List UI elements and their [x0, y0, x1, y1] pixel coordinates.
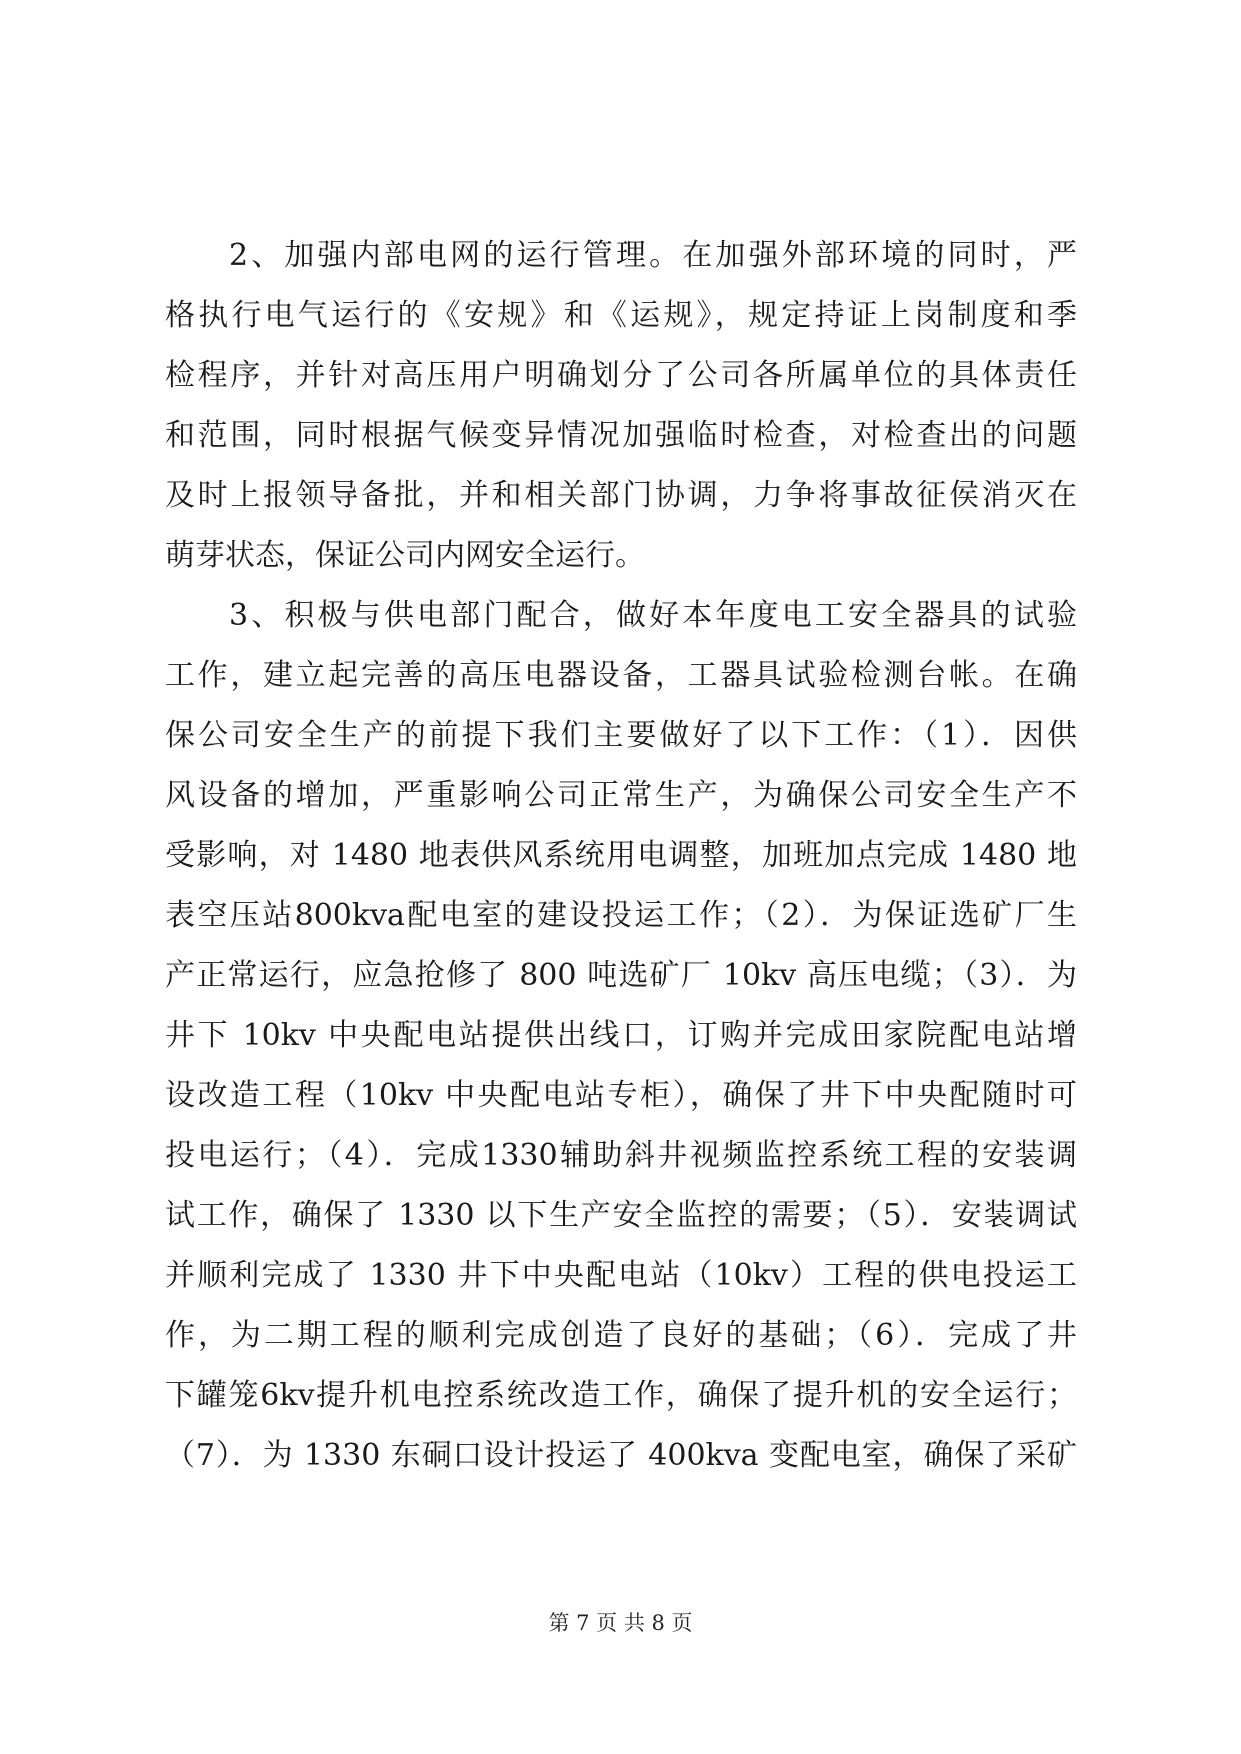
text-line: 井下 10kv 中央配电站提供出线口，订购并完成田家院配电站增	[165, 1018, 1077, 1053]
text-line: 表空压站800kva配电室的建设投运工作；（2）．为保证选矿厂生	[165, 898, 1077, 933]
text-line: 保公司安全生产的前提下我们主要做好了以下工作：（1）．因供	[165, 718, 1077, 753]
text-line: 投电运行；（4）．完成1330辅助斜井视频监控系统工程的安装调	[165, 1138, 1077, 1173]
text-line: 工作，建立起完善的高压电器设备，工器具试验检测台帐。在确	[165, 658, 1077, 693]
text-line: 风设备的增加，严重影响公司正常生产，为确保公司安全生产不	[165, 778, 1077, 813]
text-line: 萌芽状态，保证公司内网安全运行。	[165, 538, 645, 573]
text-line: 并顺利完成了 1330 井下中央配电站（10kv）工程的供电投运工	[165, 1258, 1077, 1293]
text-line: 3、积极与供电部门配合，做好本年度电工安全器具的试验	[229, 598, 1077, 633]
text-line: 下罐笼6kv提升机电控系统改造工作，确保了提升机的安全运行；	[165, 1378, 1077, 1413]
text-line: 2、加强内部电网的运行管理。在加强外部环境的同时，严	[229, 238, 1077, 273]
text-line: 作，为二期工程的顺利完成创造了良好的基础；（6）．完成了井	[165, 1318, 1077, 1353]
text-line: 格执行电气运行的《安规》和《运规》，规定持证上岗制度和季	[165, 298, 1077, 333]
text-line: 及时上报领导备批，并和相关部门协调，力争将事故征侯消灭在	[165, 478, 1077, 513]
text-line: 试工作，确保了 1330 以下生产安全监控的需要；（5）．安装调试	[165, 1198, 1077, 1233]
text-line: 受影响，对 1480 地表供风系统用电调整，加班加点完成 1480 地	[165, 838, 1077, 873]
text-line: 产正常运行，应急抢修了 800 吨选矿厂 10kv 高压电缆；（3）．为	[165, 958, 1077, 993]
text-line: （7）．为 1330 东硐口设计投运了 400kva 变配电室，确保了采矿	[165, 1438, 1077, 1473]
text-line: 检程序，并针对高压用户明确划分了公司各所属单位的具体责任	[165, 358, 1077, 393]
text-line: 和范围，同时根据气候变异情况加强临时检查，对检查出的问题	[165, 418, 1077, 453]
text-line: 设改造工程（10kv 中央配电站专柜），确保了井下中央配随时可	[165, 1078, 1077, 1113]
page-number-footer: 第 7 页 共 8 页	[548, 1611, 693, 1635]
